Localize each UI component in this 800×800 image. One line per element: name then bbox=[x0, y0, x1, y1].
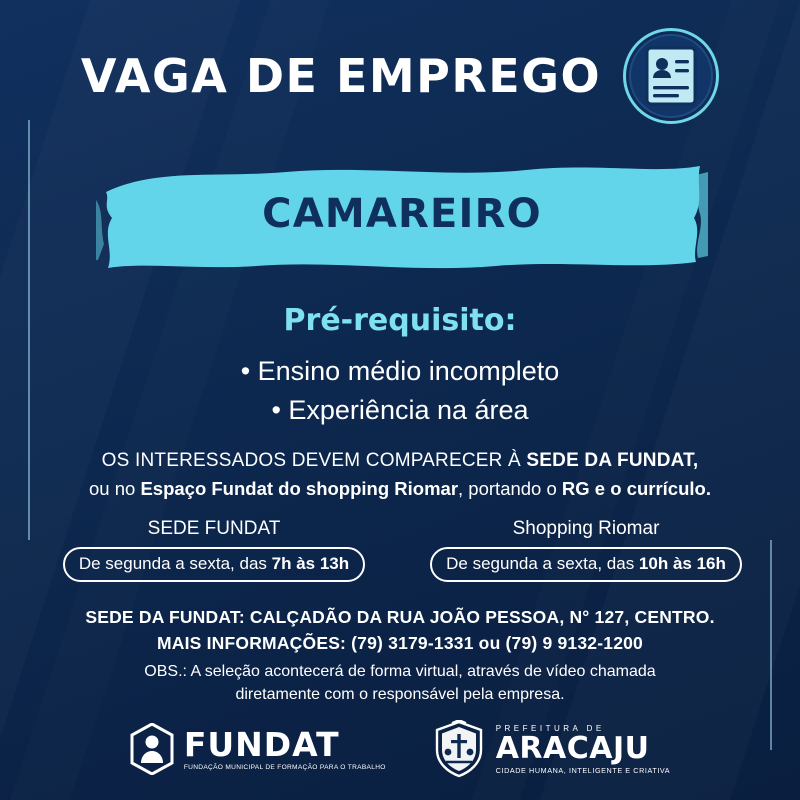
page-title: VAGA DE EMPREGO bbox=[80, 49, 602, 103]
aracaju-prefix: PREFEITURA DE bbox=[495, 723, 605, 733]
locations-block bbox=[40, 518, 760, 582]
observation-line: OBS.: A seleção acontecerá de forma virtual, através de vídeo chamada bbox=[144, 663, 656, 680]
instructions-block bbox=[0, 450, 800, 500]
address-block bbox=[0, 604, 800, 657]
observation-block bbox=[0, 660, 800, 706]
document-person-icon bbox=[623, 28, 719, 124]
logo-aracaju bbox=[432, 720, 671, 778]
instructions-text: ou no bbox=[89, 478, 141, 499]
aracaju-slogan: CIDADE HUMANA, INTELIGENTE E CRIATIVA bbox=[495, 765, 671, 775]
aracaju-wordmark bbox=[496, 724, 671, 775]
instructions-text: OS INTERESSADOS DEVEM COMPARECER À bbox=[101, 450, 527, 471]
location-shopping-riomar bbox=[412, 518, 760, 582]
requirements-list bbox=[0, 352, 800, 430]
aracaju-name: ARACAJU bbox=[495, 730, 650, 766]
fundat-tagline: FUNDAÇÃO MUNICIPAL DE FORMAÇÃO PARA O TRABALHO bbox=[183, 763, 386, 771]
list-item: • Experiência na área bbox=[271, 395, 529, 426]
schedule-hours: 7h às 13h bbox=[271, 554, 350, 573]
observation-line: diretamente com o responsável pela empresa. bbox=[235, 686, 565, 704]
fundat-person-hexagon-icon bbox=[130, 723, 174, 775]
location-name: Shopping Riomar bbox=[512, 518, 660, 539]
job-title: CAMAREIRO bbox=[262, 191, 542, 237]
poster-header bbox=[0, 26, 800, 126]
schedule-text: De segunda a sexta, das bbox=[78, 554, 272, 573]
requirements-heading: Pré-requisito: bbox=[283, 303, 517, 338]
contact-line: MAIS INFORMAÇÕES: (79) 3179-1331 ou (79) 9 9132-1200 bbox=[157, 633, 643, 654]
instructions-emphasis: Espaço Fundat do shopping Riomar bbox=[140, 478, 459, 499]
location-schedule-pill bbox=[63, 547, 365, 582]
schedule-text: De segunda a sexta, das bbox=[446, 554, 639, 573]
location-name: SEDE FUNDAT bbox=[147, 518, 281, 539]
footer-logos bbox=[0, 720, 800, 778]
fundat-name: FUNDAT bbox=[183, 724, 340, 764]
address-line: SEDE DA FUNDAT: CALÇADÃO DA RUA JOÃO PESSOA, N° 127, CENTRO. bbox=[85, 607, 715, 627]
location-sede-fundat bbox=[40, 518, 388, 582]
list-item: • Ensino médio incompleto bbox=[240, 356, 560, 386]
logo-fundat bbox=[130, 723, 386, 775]
instructions-line-1 bbox=[0, 450, 800, 472]
instructions-emphasis: RG e o currículo. bbox=[561, 478, 711, 499]
fundat-wordmark bbox=[183, 724, 386, 771]
aracaju-coat-of-arms-icon bbox=[432, 720, 486, 778]
instructions-emphasis: SEDE DA FUNDAT, bbox=[526, 450, 699, 471]
instructions-line-2 bbox=[0, 478, 800, 500]
schedule-hours: 10h às 16h bbox=[638, 554, 726, 573]
instructions-text: , portando o bbox=[458, 478, 562, 499]
location-schedule-pill bbox=[430, 547, 742, 582]
